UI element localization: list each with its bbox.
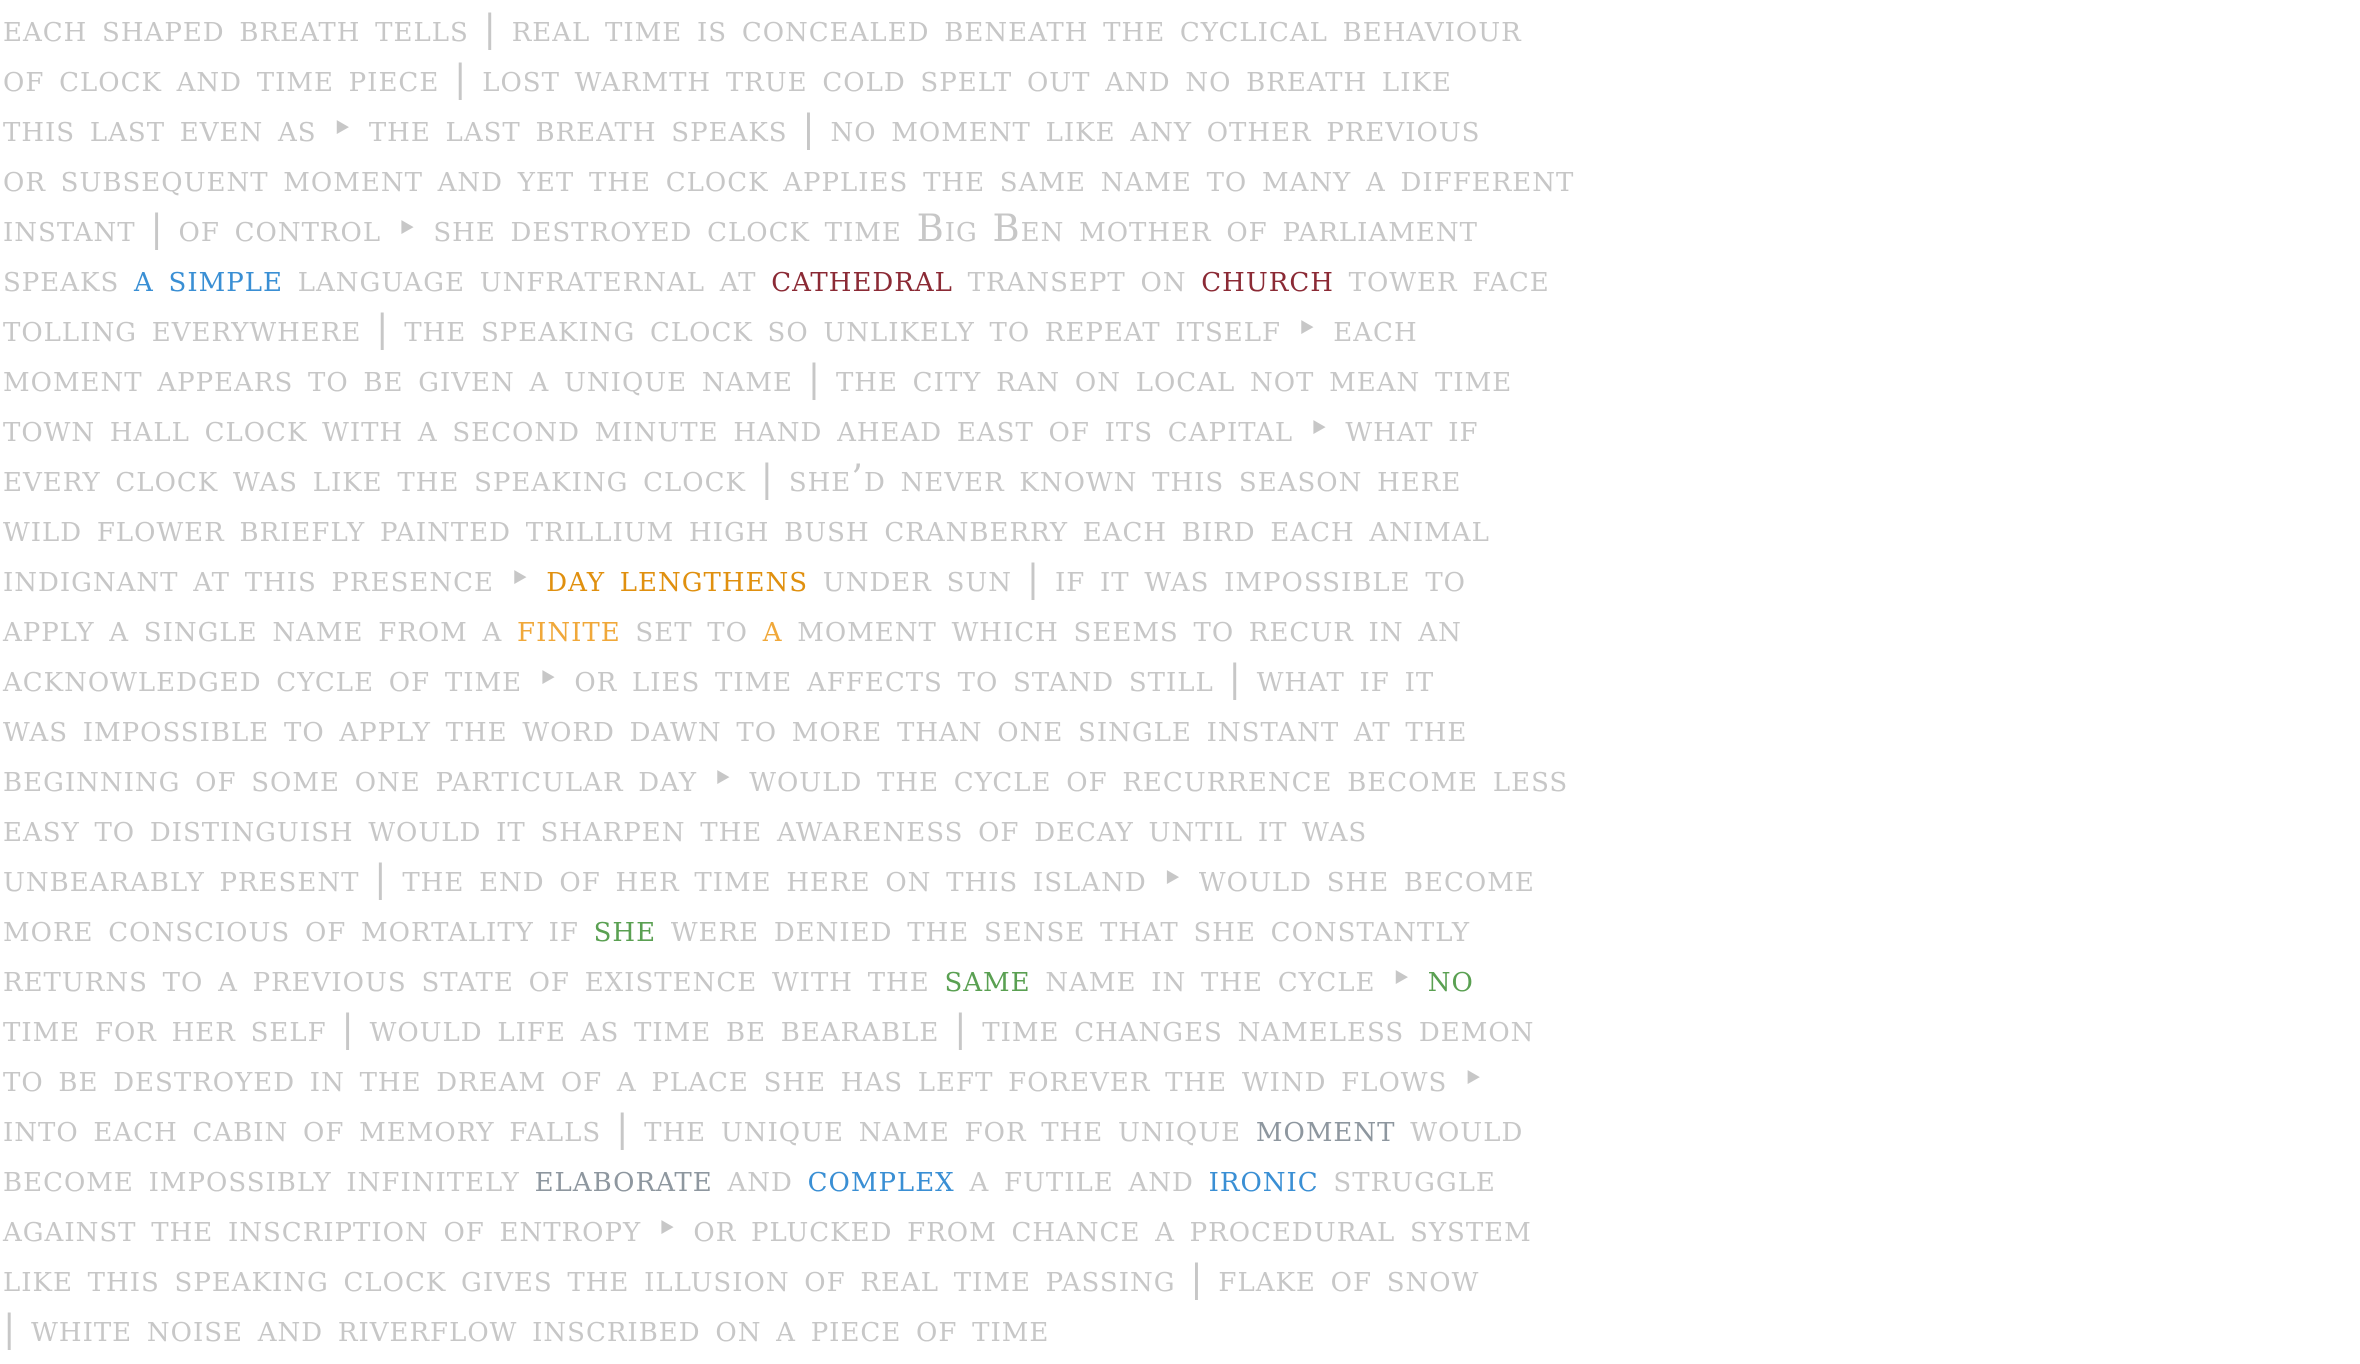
poem-segment: returns to a previous state of existence with the bbox=[3, 957, 945, 1000]
poem-segment: moment appears to be given a unique name | the city ran on local not mean time bbox=[3, 357, 1513, 400]
poem-line bbox=[3, 1304, 2357, 1354]
poem-segment: and bbox=[712, 1157, 808, 1200]
poem-segment: indignant at this presence ‣ bbox=[3, 557, 547, 600]
highlighted-phrase: ironic bbox=[1208, 1157, 1319, 1200]
poem-line bbox=[3, 854, 2357, 904]
poem-line bbox=[3, 554, 2357, 604]
poem-line bbox=[3, 504, 2357, 554]
highlighted-phrase: day lengthens bbox=[546, 557, 809, 600]
highlighted-phrase: cathedral bbox=[771, 257, 953, 300]
poem-segment: like this speaking clock gives the illusion of real time passing | flake of snow bbox=[3, 1257, 1480, 1300]
poem-segment: time for her self | would life as time be bearable | time changes nameless demon bbox=[3, 1007, 1535, 1050]
poem-segment: beginning of some one particular day ‣ would the cycle of recurrence become less bbox=[3, 757, 1569, 800]
highlighted-phrase: elaborate bbox=[534, 1157, 713, 1200]
poem-segment: | white noise and riverflow inscribed on a piece of time bbox=[3, 1307, 1050, 1350]
poem-segment: wild flower briefly painted trillium high bush cranberry each bird each animal bbox=[3, 507, 1490, 550]
poem-segment: apply a single name from a bbox=[3, 607, 518, 650]
poem-line bbox=[3, 4, 2357, 54]
highlighted-phrase: a bbox=[762, 607, 783, 650]
poem-line bbox=[3, 1104, 2357, 1154]
poem-segment: were denied the sense that she constantly bbox=[656, 907, 1471, 950]
poem-segment: to be destroyed in the dream of a place she has left forever the wind flows ‣ bbox=[3, 1057, 1485, 1100]
poem-line bbox=[3, 1254, 2357, 1304]
poem-line bbox=[3, 204, 2357, 254]
poem-line bbox=[3, 1004, 2357, 1054]
poem-line bbox=[3, 1154, 2357, 1204]
poem-segment: was impossible to apply the word dawn to more than one single instant at the bbox=[3, 707, 1468, 750]
poem-segment: become impossibly infinitely bbox=[3, 1157, 535, 1200]
poem-segment: every clock was like the speaking clock | she’d never known this season here bbox=[3, 457, 1462, 500]
poem-text-block bbox=[3, 4, 2357, 1354]
poem-line bbox=[3, 1054, 2357, 1104]
poem-line bbox=[3, 604, 2357, 654]
highlighted-phrase: church bbox=[1201, 257, 1334, 300]
poem-segment: tower face bbox=[1333, 257, 1550, 300]
poem-segment: acknowledged cycle of time ‣ or lies time affects to stand still | what if it bbox=[3, 657, 1435, 700]
poem-segment: struggle bbox=[1318, 1157, 1496, 1200]
poem-segment: tolling everywhere | the speaking clock so unlikely to repeat itself ‣ each bbox=[3, 307, 1418, 350]
poem-segment: more conscious of mortality if bbox=[3, 907, 594, 950]
highlighted-phrase: she bbox=[593, 907, 657, 950]
poem-segment: easy to distinguish would it sharpen the awareness of decay until it was bbox=[3, 807, 1368, 850]
highlighted-phrase: same bbox=[944, 957, 1031, 1000]
poem-line bbox=[3, 254, 2357, 304]
poem-line bbox=[3, 1204, 2357, 1254]
poem-line bbox=[3, 804, 2357, 854]
poem-segment: unbearably present | the end of her time here on this island ‣ would she become bbox=[3, 857, 1535, 900]
poem-line bbox=[3, 154, 2357, 204]
highlighted-phrase: moment bbox=[1255, 1107, 1396, 1150]
poem-segment: speaks bbox=[3, 257, 135, 300]
poem-segment: of clock and time piece | lost warmth true cold spelt out and no breath like bbox=[3, 57, 1452, 100]
poem-line bbox=[3, 654, 2357, 704]
poem-segment: under sun | if it was impossible to bbox=[808, 557, 1467, 600]
poem-line bbox=[3, 404, 2357, 454]
poem-line bbox=[3, 704, 2357, 754]
poem-line bbox=[3, 954, 2357, 1004]
poem-line bbox=[3, 104, 2357, 154]
poem-line bbox=[3, 304, 2357, 354]
poem-line bbox=[3, 904, 2357, 954]
highlighted-phrase: finite bbox=[517, 607, 621, 650]
poem-segment: set to bbox=[620, 607, 763, 650]
poem-segment: this last even as ‣ the last breath speaks | no moment like any other previous bbox=[3, 107, 1481, 150]
poem-line bbox=[3, 754, 2357, 804]
poem-segment: or subsequent moment and yet the clock applies the same name to many a different bbox=[3, 157, 1575, 200]
poem-segment: moment which seems to recur in an bbox=[782, 607, 1462, 650]
poem-segment: town hall clock with a second minute hand ahead east of its capital ‣ what if bbox=[3, 407, 1479, 450]
poem-segment: into each cabin of memory falls | the unique name for the unique bbox=[3, 1107, 1256, 1150]
poem-line bbox=[3, 354, 2357, 404]
poem-segment: instant | of control ‣ she destroyed clock time Big Ben mother of parliament bbox=[3, 207, 1478, 250]
poem-segment: name in the cycle ‣ bbox=[1030, 957, 1428, 1000]
poem-segment: each shaped breath tells | real time is concealed beneath the cyclical behaviour bbox=[3, 7, 1522, 50]
poem-segment: language unfraternal at bbox=[283, 257, 772, 300]
poem-segment: a futile and bbox=[954, 1157, 1209, 1200]
poem-segment: transept on bbox=[952, 257, 1202, 300]
highlighted-phrase: no bbox=[1427, 957, 1474, 1000]
poem-segment: would bbox=[1395, 1107, 1524, 1150]
poem-segment: against the inscription of entropy ‣ or plucked from chance a procedural system bbox=[3, 1207, 1532, 1250]
poem-line bbox=[3, 54, 2357, 104]
highlighted-phrase: complex bbox=[807, 1157, 955, 1200]
poem-line bbox=[3, 454, 2357, 504]
highlighted-phrase: a simple bbox=[134, 257, 284, 300]
